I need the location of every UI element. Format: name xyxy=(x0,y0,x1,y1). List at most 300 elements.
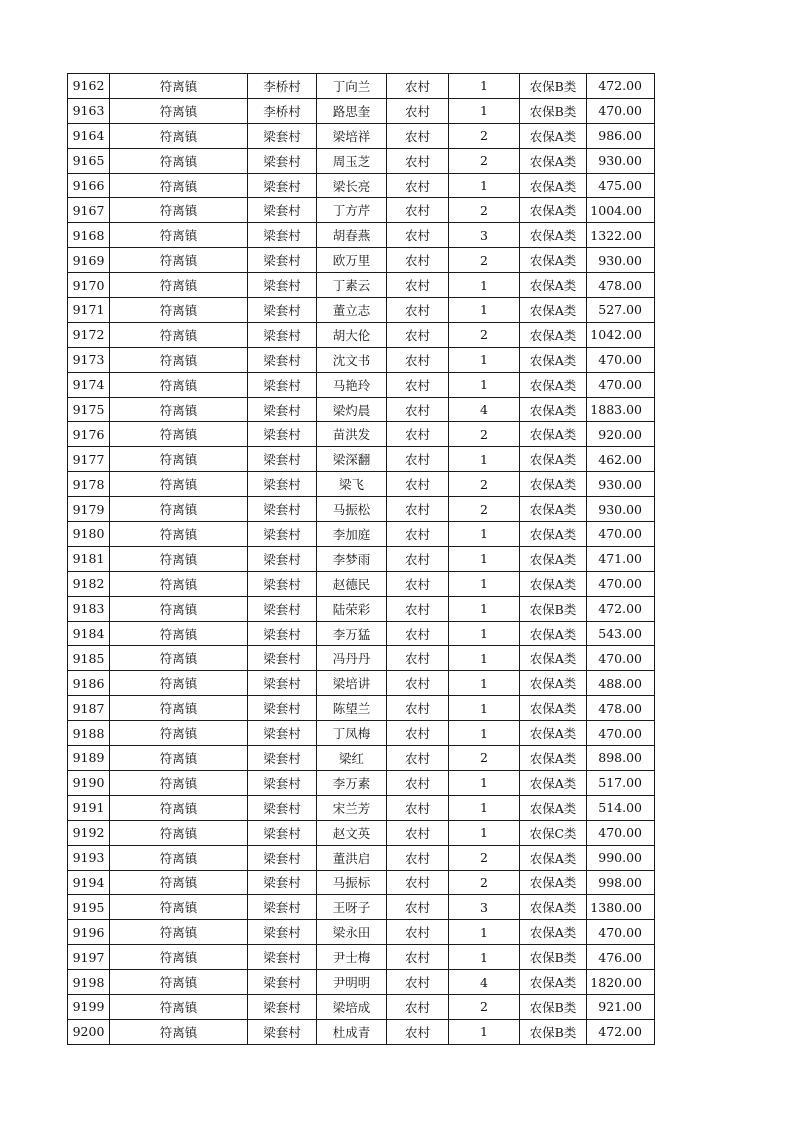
category-cell: 农保A类 xyxy=(520,322,587,347)
row-number: 9200 xyxy=(68,1019,110,1044)
town-cell: 符离镇 xyxy=(110,422,248,447)
household-size-cell: 1 xyxy=(449,596,520,621)
area-type-cell: 农村 xyxy=(387,322,449,347)
town-cell: 符离镇 xyxy=(110,248,248,273)
row-number: 9165 xyxy=(68,148,110,173)
name-cell: 冯丹丹 xyxy=(317,646,387,671)
town-cell: 符离镇 xyxy=(110,845,248,870)
household-size-cell: 1 xyxy=(449,671,520,696)
area-type-cell: 农村 xyxy=(387,820,449,845)
name-cell: 梁培讲 xyxy=(317,671,387,696)
table-row xyxy=(68,845,655,870)
village-cell: 梁套村 xyxy=(248,870,317,895)
amount-cell: 478.00 xyxy=(587,273,655,298)
household-size-cell: 1 xyxy=(449,945,520,970)
town-cell: 符离镇 xyxy=(110,298,248,323)
amount-cell: 470.00 xyxy=(587,98,655,123)
name-cell: 梁飞 xyxy=(317,472,387,497)
category-cell: 农保B类 xyxy=(520,596,587,621)
table-row xyxy=(68,397,655,422)
category-cell: 农保A类 xyxy=(520,522,587,547)
table-row xyxy=(68,248,655,273)
category-cell: 农保A类 xyxy=(520,721,587,746)
name-cell: 沈文书 xyxy=(317,347,387,372)
amount-cell: 1004.00 xyxy=(587,198,655,223)
town-cell: 符离镇 xyxy=(110,397,248,422)
area-type-cell: 农村 xyxy=(387,845,449,870)
category-cell: 农保B类 xyxy=(520,945,587,970)
town-cell: 符离镇 xyxy=(110,447,248,472)
town-cell: 符离镇 xyxy=(110,820,248,845)
amount-cell: 514.00 xyxy=(587,795,655,820)
name-cell: 路思奎 xyxy=(317,98,387,123)
area-type-cell: 农村 xyxy=(387,372,449,397)
row-number: 9182 xyxy=(68,571,110,596)
table-row xyxy=(68,298,655,323)
household-size-cell: 1 xyxy=(449,298,520,323)
household-size-cell: 1 xyxy=(449,273,520,298)
name-cell: 李梦雨 xyxy=(317,546,387,571)
table-row xyxy=(68,522,655,547)
town-cell: 符离镇 xyxy=(110,795,248,820)
name-cell: 李万素 xyxy=(317,770,387,795)
table-row xyxy=(68,671,655,696)
town-cell: 符离镇 xyxy=(110,198,248,223)
area-type-cell: 农村 xyxy=(387,148,449,173)
household-size-cell: 2 xyxy=(449,422,520,447)
table-row xyxy=(68,646,655,671)
area-type-cell: 农村 xyxy=(387,522,449,547)
name-cell: 杜成青 xyxy=(317,1019,387,1044)
name-cell: 梁红 xyxy=(317,746,387,771)
village-cell: 梁套村 xyxy=(248,546,317,571)
town-cell: 符离镇 xyxy=(110,746,248,771)
name-cell: 梁长亮 xyxy=(317,173,387,198)
table-row xyxy=(68,74,655,99)
town-cell: 符离镇 xyxy=(110,596,248,621)
row-number: 9186 xyxy=(68,671,110,696)
table-row xyxy=(68,472,655,497)
town-cell: 符离镇 xyxy=(110,347,248,372)
town-cell: 符离镇 xyxy=(110,994,248,1019)
row-number: 9171 xyxy=(68,298,110,323)
name-cell: 陆荣彩 xyxy=(317,596,387,621)
amount-cell: 475.00 xyxy=(587,173,655,198)
village-cell: 梁套村 xyxy=(248,223,317,248)
household-size-cell: 2 xyxy=(449,497,520,522)
village-cell: 梁套村 xyxy=(248,920,317,945)
category-cell: 农保A类 xyxy=(520,970,587,995)
category-cell: 农保A类 xyxy=(520,870,587,895)
household-size-cell: 1 xyxy=(449,721,520,746)
category-cell: 农保B类 xyxy=(520,994,587,1019)
name-cell: 马艳玲 xyxy=(317,372,387,397)
area-type-cell: 农村 xyxy=(387,970,449,995)
village-cell: 梁套村 xyxy=(248,721,317,746)
category-cell: 农保A类 xyxy=(520,397,587,422)
category-cell: 农保C类 xyxy=(520,820,587,845)
village-cell: 梁套村 xyxy=(248,347,317,372)
table-row xyxy=(68,372,655,397)
household-size-cell: 4 xyxy=(449,397,520,422)
category-cell: 农保A类 xyxy=(520,920,587,945)
table-body xyxy=(68,74,655,1045)
village-cell: 梁套村 xyxy=(248,970,317,995)
town-cell: 符离镇 xyxy=(110,98,248,123)
category-cell: 农保A类 xyxy=(520,621,587,646)
amount-cell: 488.00 xyxy=(587,671,655,696)
village-cell: 梁套村 xyxy=(248,148,317,173)
amount-cell: 470.00 xyxy=(587,571,655,596)
row-number: 9170 xyxy=(68,273,110,298)
name-cell: 赵德民 xyxy=(317,571,387,596)
amount-cell: 472.00 xyxy=(587,1019,655,1044)
category-cell: 农保A类 xyxy=(520,571,587,596)
area-type-cell: 农村 xyxy=(387,273,449,298)
row-number: 9185 xyxy=(68,646,110,671)
row-number: 9169 xyxy=(68,248,110,273)
amount-cell: 478.00 xyxy=(587,696,655,721)
town-cell: 符离镇 xyxy=(110,546,248,571)
village-cell: 梁套村 xyxy=(248,248,317,273)
area-type-cell: 农村 xyxy=(387,397,449,422)
amount-cell: 470.00 xyxy=(587,347,655,372)
category-cell: 农保B类 xyxy=(520,98,587,123)
amount-cell: 986.00 xyxy=(587,123,655,148)
name-cell: 尹士梅 xyxy=(317,945,387,970)
amount-cell: 1042.00 xyxy=(587,322,655,347)
category-cell: 农保A类 xyxy=(520,696,587,721)
category-cell: 农保A类 xyxy=(520,795,587,820)
row-number: 9178 xyxy=(68,472,110,497)
village-cell: 梁套村 xyxy=(248,497,317,522)
town-cell: 符离镇 xyxy=(110,148,248,173)
amount-cell: 930.00 xyxy=(587,148,655,173)
village-cell: 梁套村 xyxy=(248,770,317,795)
amount-cell: 470.00 xyxy=(587,820,655,845)
row-number: 9192 xyxy=(68,820,110,845)
village-cell: 梁套村 xyxy=(248,273,317,298)
name-cell: 王呀子 xyxy=(317,895,387,920)
table-row xyxy=(68,596,655,621)
village-cell: 梁套村 xyxy=(248,994,317,1019)
row-number: 9180 xyxy=(68,522,110,547)
household-size-cell: 2 xyxy=(449,994,520,1019)
row-number: 9189 xyxy=(68,746,110,771)
village-cell: 梁套村 xyxy=(248,621,317,646)
row-number: 9188 xyxy=(68,721,110,746)
town-cell: 符离镇 xyxy=(110,322,248,347)
category-cell: 农保B类 xyxy=(520,74,587,99)
amount-cell: 476.00 xyxy=(587,945,655,970)
table-row xyxy=(68,273,655,298)
area-type-cell: 农村 xyxy=(387,1019,449,1044)
village-cell: 梁套村 xyxy=(248,571,317,596)
amount-cell: 930.00 xyxy=(587,497,655,522)
household-size-cell: 1 xyxy=(449,920,520,945)
household-size-cell: 1 xyxy=(449,795,520,820)
category-cell: 农保A类 xyxy=(520,770,587,795)
name-cell: 尹明明 xyxy=(317,970,387,995)
household-size-cell: 1 xyxy=(449,347,520,372)
village-cell: 梁套村 xyxy=(248,123,317,148)
row-number: 9164 xyxy=(68,123,110,148)
area-type-cell: 农村 xyxy=(387,646,449,671)
table-row xyxy=(68,148,655,173)
village-cell: 梁套村 xyxy=(248,945,317,970)
town-cell: 符离镇 xyxy=(110,571,248,596)
category-cell: 农保A类 xyxy=(520,372,587,397)
name-cell: 陈望兰 xyxy=(317,696,387,721)
name-cell: 董洪启 xyxy=(317,845,387,870)
town-cell: 符离镇 xyxy=(110,696,248,721)
area-type-cell: 农村 xyxy=(387,895,449,920)
town-cell: 符离镇 xyxy=(110,721,248,746)
household-size-cell: 1 xyxy=(449,621,520,646)
name-cell: 丁方芹 xyxy=(317,198,387,223)
row-number: 9183 xyxy=(68,596,110,621)
amount-cell: 1883.00 xyxy=(587,397,655,422)
area-type-cell: 农村 xyxy=(387,298,449,323)
table-row xyxy=(68,123,655,148)
village-cell: 梁套村 xyxy=(248,646,317,671)
category-cell: 农保A类 xyxy=(520,273,587,298)
area-type-cell: 农村 xyxy=(387,945,449,970)
category-cell: 农保A类 xyxy=(520,671,587,696)
amount-cell: 930.00 xyxy=(587,248,655,273)
village-cell: 梁套村 xyxy=(248,472,317,497)
household-size-cell: 1 xyxy=(449,447,520,472)
table-row xyxy=(68,447,655,472)
amount-cell: 470.00 xyxy=(587,721,655,746)
village-cell: 梁套村 xyxy=(248,173,317,198)
category-cell: 农保A类 xyxy=(520,546,587,571)
area-type-cell: 农村 xyxy=(387,546,449,571)
amount-cell: 1380.00 xyxy=(587,895,655,920)
name-cell: 马振松 xyxy=(317,497,387,522)
area-type-cell: 农村 xyxy=(387,173,449,198)
table-row xyxy=(68,223,655,248)
category-cell: 农保A类 xyxy=(520,123,587,148)
area-type-cell: 农村 xyxy=(387,696,449,721)
category-cell: 农保A类 xyxy=(520,148,587,173)
name-cell: 梁培成 xyxy=(317,994,387,1019)
town-cell: 符离镇 xyxy=(110,970,248,995)
table-row xyxy=(68,173,655,198)
household-size-cell: 1 xyxy=(449,74,520,99)
amount-cell: 462.00 xyxy=(587,447,655,472)
town-cell: 符离镇 xyxy=(110,770,248,795)
household-size-cell: 1 xyxy=(449,98,520,123)
area-type-cell: 农村 xyxy=(387,248,449,273)
village-cell: 梁套村 xyxy=(248,820,317,845)
area-type-cell: 农村 xyxy=(387,770,449,795)
row-number: 9184 xyxy=(68,621,110,646)
relief-roster-table xyxy=(67,73,655,1045)
village-cell: 梁套村 xyxy=(248,298,317,323)
amount-cell: 471.00 xyxy=(587,546,655,571)
table-row xyxy=(68,621,655,646)
row-number: 9191 xyxy=(68,795,110,820)
household-size-cell: 1 xyxy=(449,372,520,397)
row-number: 9168 xyxy=(68,223,110,248)
amount-cell: 470.00 xyxy=(587,920,655,945)
table-row xyxy=(68,497,655,522)
household-size-cell: 3 xyxy=(449,223,520,248)
category-cell: 农保A类 xyxy=(520,223,587,248)
table-row xyxy=(68,696,655,721)
table-row xyxy=(68,945,655,970)
table-row xyxy=(68,322,655,347)
household-size-cell: 1 xyxy=(449,646,520,671)
area-type-cell: 农村 xyxy=(387,472,449,497)
amount-cell: 998.00 xyxy=(587,870,655,895)
table-row xyxy=(68,546,655,571)
town-cell: 符离镇 xyxy=(110,920,248,945)
area-type-cell: 农村 xyxy=(387,994,449,1019)
amount-cell: 1322.00 xyxy=(587,223,655,248)
village-cell: 李桥村 xyxy=(248,98,317,123)
row-number: 9187 xyxy=(68,696,110,721)
household-size-cell: 2 xyxy=(449,123,520,148)
row-number: 9173 xyxy=(68,347,110,372)
category-cell: 农保A类 xyxy=(520,298,587,323)
town-cell: 符离镇 xyxy=(110,646,248,671)
household-size-cell: 1 xyxy=(449,820,520,845)
amount-cell: 930.00 xyxy=(587,472,655,497)
area-type-cell: 农村 xyxy=(387,223,449,248)
row-number: 9162 xyxy=(68,74,110,99)
town-cell: 符离镇 xyxy=(110,671,248,696)
row-number: 9166 xyxy=(68,173,110,198)
village-cell: 梁套村 xyxy=(248,322,317,347)
amount-cell: 472.00 xyxy=(587,596,655,621)
amount-cell: 920.00 xyxy=(587,422,655,447)
name-cell: 胡春燕 xyxy=(317,223,387,248)
name-cell: 苗洪发 xyxy=(317,422,387,447)
name-cell: 梁灼晨 xyxy=(317,397,387,422)
town-cell: 符离镇 xyxy=(110,472,248,497)
village-cell: 梁套村 xyxy=(248,198,317,223)
area-type-cell: 农村 xyxy=(387,98,449,123)
town-cell: 符离镇 xyxy=(110,1019,248,1044)
amount-cell: 470.00 xyxy=(587,646,655,671)
row-number: 9198 xyxy=(68,970,110,995)
table-row xyxy=(68,1019,655,1044)
town-cell: 符离镇 xyxy=(110,497,248,522)
category-cell: 农保A类 xyxy=(520,895,587,920)
household-size-cell: 2 xyxy=(449,746,520,771)
household-size-cell: 2 xyxy=(449,845,520,870)
category-cell: 农保A类 xyxy=(520,472,587,497)
name-cell: 李万猛 xyxy=(317,621,387,646)
row-number: 9181 xyxy=(68,546,110,571)
area-type-cell: 农村 xyxy=(387,422,449,447)
household-size-cell: 1 xyxy=(449,1019,520,1044)
village-cell: 梁套村 xyxy=(248,397,317,422)
town-cell: 符离镇 xyxy=(110,621,248,646)
table-row xyxy=(68,347,655,372)
household-size-cell: 4 xyxy=(449,970,520,995)
row-number: 9163 xyxy=(68,98,110,123)
amount-cell: 898.00 xyxy=(587,746,655,771)
table-row xyxy=(68,820,655,845)
category-cell: 农保A类 xyxy=(520,845,587,870)
row-number: 9175 xyxy=(68,397,110,422)
amount-cell: 527.00 xyxy=(587,298,655,323)
row-number: 9194 xyxy=(68,870,110,895)
household-size-cell: 1 xyxy=(449,546,520,571)
row-number: 9174 xyxy=(68,372,110,397)
village-cell: 梁套村 xyxy=(248,671,317,696)
town-cell: 符离镇 xyxy=(110,372,248,397)
table-row xyxy=(68,870,655,895)
area-type-cell: 农村 xyxy=(387,671,449,696)
area-type-cell: 农村 xyxy=(387,596,449,621)
household-size-cell: 1 xyxy=(449,770,520,795)
category-cell: 农保A类 xyxy=(520,347,587,372)
village-cell: 梁套村 xyxy=(248,696,317,721)
name-cell: 丁凤梅 xyxy=(317,721,387,746)
name-cell: 赵文英 xyxy=(317,820,387,845)
household-size-cell: 2 xyxy=(449,248,520,273)
area-type-cell: 农村 xyxy=(387,721,449,746)
category-cell: 农保A类 xyxy=(520,746,587,771)
household-size-cell: 1 xyxy=(449,696,520,721)
area-type-cell: 农村 xyxy=(387,447,449,472)
name-cell: 宋兰芳 xyxy=(317,795,387,820)
amount-cell: 470.00 xyxy=(587,372,655,397)
table-row xyxy=(68,571,655,596)
table-row xyxy=(68,721,655,746)
name-cell: 李加庭 xyxy=(317,522,387,547)
amount-cell: 1820.00 xyxy=(587,970,655,995)
category-cell: 农保A类 xyxy=(520,497,587,522)
area-type-cell: 农村 xyxy=(387,198,449,223)
category-cell: 农保A类 xyxy=(520,198,587,223)
amount-cell: 517.00 xyxy=(587,770,655,795)
row-number: 9195 xyxy=(68,895,110,920)
town-cell: 符离镇 xyxy=(110,173,248,198)
name-cell: 董立志 xyxy=(317,298,387,323)
area-type-cell: 农村 xyxy=(387,870,449,895)
town-cell: 符离镇 xyxy=(110,74,248,99)
row-number: 9197 xyxy=(68,945,110,970)
area-type-cell: 农村 xyxy=(387,920,449,945)
amount-cell: 472.00 xyxy=(587,74,655,99)
table-row xyxy=(68,795,655,820)
amount-cell: 921.00 xyxy=(587,994,655,1019)
area-type-cell: 农村 xyxy=(387,746,449,771)
row-number: 9176 xyxy=(68,422,110,447)
table-row xyxy=(68,746,655,771)
row-number: 9167 xyxy=(68,198,110,223)
table-row xyxy=(68,920,655,945)
table-row xyxy=(68,994,655,1019)
table-row xyxy=(68,895,655,920)
table-row xyxy=(68,970,655,995)
category-cell: 农保A类 xyxy=(520,422,587,447)
name-cell: 周玉芝 xyxy=(317,148,387,173)
category-cell: 农保A类 xyxy=(520,248,587,273)
table-row xyxy=(68,770,655,795)
village-cell: 梁套村 xyxy=(248,746,317,771)
village-cell: 梁套村 xyxy=(248,1019,317,1044)
amount-cell: 990.00 xyxy=(587,845,655,870)
name-cell: 马振标 xyxy=(317,870,387,895)
village-cell: 梁套村 xyxy=(248,447,317,472)
area-type-cell: 农村 xyxy=(387,621,449,646)
